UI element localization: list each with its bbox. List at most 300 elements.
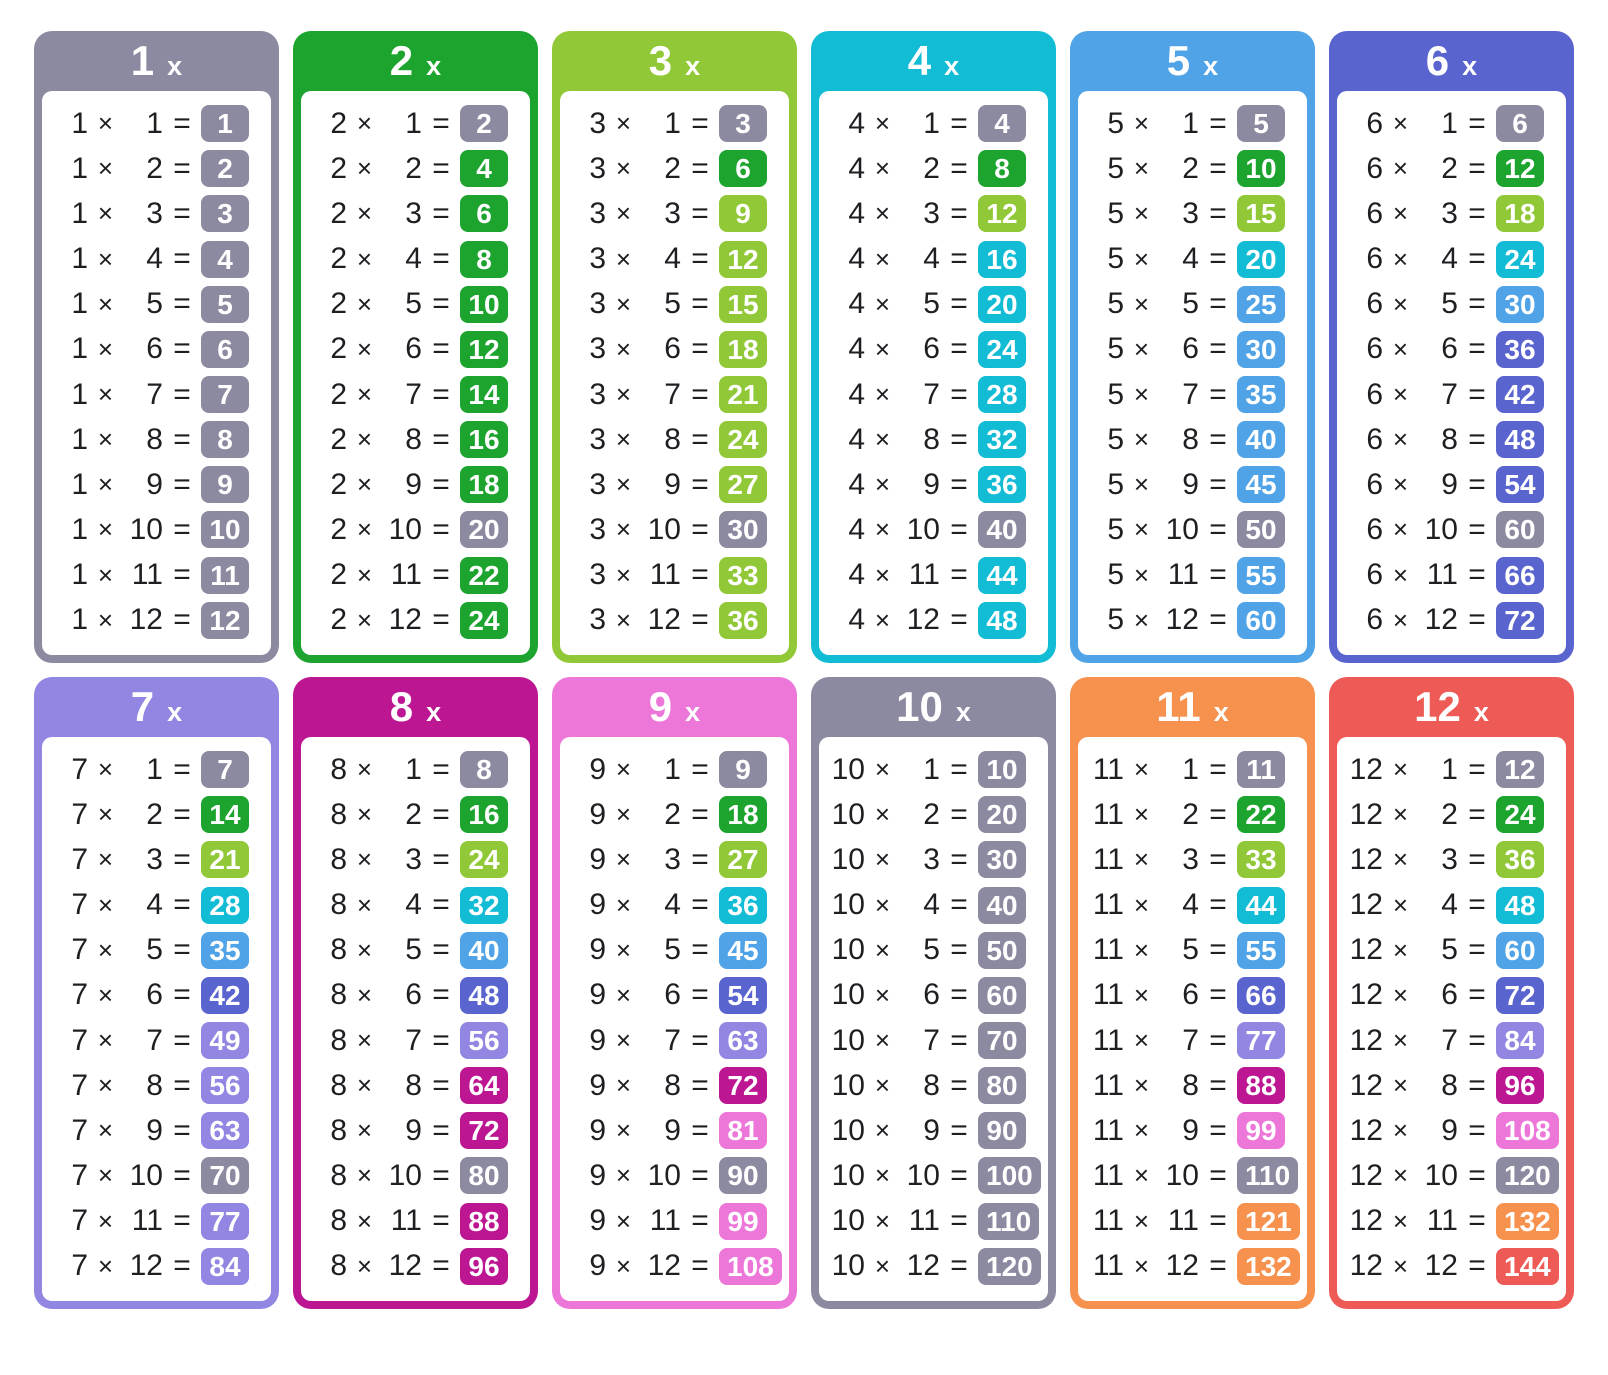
product-badge: 72 (1496, 602, 1544, 639)
multiplicand: 6 (1366, 151, 1383, 185)
product-badge: 66 (1496, 557, 1544, 594)
product-badge: 11 (1237, 751, 1285, 788)
product-badge-slot (460, 1112, 526, 1149)
product-badge-slot (1496, 376, 1562, 413)
product-badge: 108 (1496, 1112, 1559, 1149)
multiply-sign: × (1133, 844, 1150, 875)
product-badge: 48 (1496, 887, 1544, 924)
multiplier: 1 (664, 106, 681, 140)
fact-row (1341, 511, 1562, 548)
multiplier: 10 (1165, 512, 1199, 546)
fact-row (564, 286, 785, 323)
equals-sign: = (1468, 603, 1486, 637)
multiply-sign: × (615, 1160, 632, 1191)
product-badge-slot (460, 511, 526, 548)
product-badge-slot (1496, 1112, 1562, 1149)
table-header-times-label: x (1213, 697, 1229, 727)
multiply-sign: × (874, 243, 891, 274)
multiplicand: 11 (1092, 797, 1124, 831)
multiplier: 12 (388, 603, 422, 637)
product-badge: 44 (978, 557, 1026, 594)
multiplicand: 7 (71, 978, 88, 1012)
product-badge-slot (1496, 511, 1562, 548)
fact-row (305, 977, 526, 1014)
multiply-sign: × (1392, 1205, 1409, 1236)
equals-sign: = (173, 1113, 191, 1147)
multiply-sign: × (874, 1025, 891, 1056)
table-header (552, 677, 797, 737)
multiplier: 9 (1441, 467, 1458, 501)
product-badge-slot (719, 1112, 785, 1149)
multiply-sign: × (615, 108, 632, 139)
fact-row (305, 1157, 526, 1194)
multiply-sign: × (1392, 424, 1409, 455)
equals-sign: = (1468, 332, 1486, 366)
product-badge: 33 (1237, 841, 1285, 878)
equals-sign: = (1468, 512, 1486, 546)
product-badge: 36 (719, 887, 767, 924)
multiplicand: 8 (330, 797, 347, 831)
table-body (1078, 91, 1307, 655)
multiply-sign: × (356, 889, 373, 920)
product-badge-slot (978, 195, 1044, 232)
equals-sign: = (1468, 797, 1486, 831)
multiplicand: 9 (589, 1068, 606, 1102)
equals-sign: = (173, 797, 191, 831)
equals-sign: = (432, 377, 450, 411)
multiplicand: 9 (589, 888, 606, 922)
product-badge-slot (719, 1248, 785, 1285)
multiplier: 11 (131, 558, 163, 592)
fact-row (305, 887, 526, 924)
product-badge-slot (201, 796, 267, 833)
equals-sign: = (173, 287, 191, 321)
product-badge-slot (978, 1157, 1044, 1194)
product-badge: 132 (1237, 1248, 1300, 1285)
multiplier: 8 (405, 422, 422, 456)
multiplicand: 10 (831, 933, 865, 967)
fact-row (305, 421, 526, 458)
multiplier: 3 (1182, 196, 1199, 230)
product-badge-slot (460, 1067, 526, 1104)
fact-row (46, 751, 267, 788)
product-badge-slot (460, 602, 526, 639)
multiply-sign: × (1392, 514, 1409, 545)
multiplicand: 7 (71, 752, 88, 786)
multiplier: 4 (664, 242, 681, 276)
multiplicand: 8 (330, 1158, 347, 1192)
product-badge: 12 (460, 331, 508, 368)
multiplier: 4 (1182, 242, 1199, 276)
table-header-number: 6 (1425, 37, 1450, 84)
product-badge-slot (201, 376, 267, 413)
multiplication-table-card-12x (1329, 677, 1574, 1309)
product-badge: 77 (1237, 1022, 1285, 1059)
multiply-sign: × (615, 514, 632, 545)
multiplier: 5 (1441, 933, 1458, 967)
multiply-sign: × (1133, 424, 1150, 455)
multiply-sign: × (97, 1115, 114, 1146)
equals-sign: = (173, 888, 191, 922)
multiplicand: 8 (330, 888, 347, 922)
product-badge-slot (201, 466, 267, 503)
product-badge-slot (460, 1203, 526, 1240)
equals-sign: = (691, 888, 709, 922)
product-badge: 5 (201, 286, 249, 323)
product-badge-slot (460, 376, 526, 413)
equals-sign: = (691, 752, 709, 786)
multiplicand: 11 (1092, 1204, 1124, 1238)
fact-row (564, 466, 785, 503)
multiply-sign: × (97, 844, 114, 875)
fact-row (1082, 1112, 1303, 1149)
fact-row (1082, 331, 1303, 368)
multiply-sign: × (97, 153, 114, 184)
multiply-sign: × (874, 424, 891, 455)
product-badge: 30 (1496, 286, 1544, 323)
product-badge: 18 (719, 331, 767, 368)
equals-sign: = (950, 332, 968, 366)
equals-sign: = (950, 842, 968, 876)
product-badge: 84 (1496, 1022, 1544, 1059)
multiplier: 12 (906, 603, 940, 637)
multiplicand: 3 (589, 512, 606, 546)
multiply-sign: × (1133, 333, 1150, 364)
multiply-sign: × (97, 1160, 114, 1191)
product-badge-slot (719, 150, 785, 187)
table-header-times-label: x (167, 697, 183, 727)
multiplier: 10 (1424, 1158, 1458, 1192)
multiplier: 3 (664, 196, 681, 230)
product-badge: 45 (1237, 466, 1285, 503)
fact-row (1082, 195, 1303, 232)
multiply-sign: × (356, 198, 373, 229)
multiplier: 2 (664, 797, 681, 831)
multiplicand: 5 (1107, 377, 1124, 411)
fact-row (1341, 105, 1562, 142)
equals-sign: = (950, 888, 968, 922)
product-badge-slot (1496, 1248, 1562, 1285)
multiplicand: 11 (1092, 1249, 1124, 1283)
multiplier: 7 (664, 1023, 681, 1057)
product-badge: 108 (719, 1248, 782, 1285)
product-badge: 32 (978, 421, 1026, 458)
product-badge: 24 (719, 421, 767, 458)
product-badge-slot (1496, 1203, 1562, 1240)
multiplicand: 8 (330, 752, 347, 786)
product-badge: 90 (978, 1112, 1026, 1149)
product-badge: 48 (460, 977, 508, 1014)
equals-sign: = (1468, 888, 1486, 922)
multiply-sign: × (356, 1250, 373, 1281)
fact-row (46, 841, 267, 878)
multiplicand: 11 (1092, 978, 1124, 1012)
multiplier: 12 (1424, 1249, 1458, 1283)
equals-sign: = (691, 842, 709, 876)
product-badge: 40 (1237, 421, 1285, 458)
product-badge-slot (1496, 841, 1562, 878)
multiply-sign: × (615, 979, 632, 1010)
equals-sign: = (691, 933, 709, 967)
table-header (1070, 31, 1315, 91)
multiplicand: 10 (831, 1158, 865, 1192)
multiplier: 9 (405, 467, 422, 501)
product-badge-slot (201, 1112, 267, 1149)
multiplier: 9 (923, 467, 940, 501)
multiply-sign: × (1392, 288, 1409, 319)
fact-row (1341, 241, 1562, 278)
multiplier: 8 (923, 422, 940, 456)
equals-sign: = (1209, 377, 1227, 411)
equals-sign: = (432, 512, 450, 546)
product-badge-slot (1496, 977, 1562, 1014)
multiply-sign: × (1133, 1250, 1150, 1281)
fact-row (305, 150, 526, 187)
product-badge-slot (719, 331, 785, 368)
equals-sign: = (950, 1158, 968, 1192)
multiply-sign: × (1392, 604, 1409, 635)
fact-row (305, 1112, 526, 1149)
product-badge-slot (201, 887, 267, 924)
fact-row (1341, 1248, 1562, 1285)
product-badge-slot (460, 421, 526, 458)
fact-row (46, 376, 267, 413)
product-badge: 120 (978, 1248, 1041, 1285)
product-badge: 24 (460, 841, 508, 878)
multiply-sign: × (1133, 934, 1150, 965)
multiplicand: 5 (1107, 422, 1124, 456)
product-badge: 35 (1237, 376, 1285, 413)
multiply-sign: × (356, 379, 373, 410)
multiplier: 6 (1441, 332, 1458, 366)
fact-row (823, 977, 1044, 1014)
equals-sign: = (1209, 558, 1227, 592)
fact-row (305, 1203, 526, 1240)
table-body (560, 91, 789, 655)
product-badge: 99 (719, 1203, 767, 1240)
multiplier: 12 (1424, 603, 1458, 637)
fact-row (564, 150, 785, 187)
product-badge: 96 (460, 1248, 508, 1285)
multiplier: 11 (908, 1204, 940, 1238)
product-badge: 56 (460, 1022, 508, 1059)
product-badge-slot (719, 751, 785, 788)
product-badge: 70 (978, 1022, 1026, 1059)
multiplier: 1 (923, 106, 940, 140)
multiplier: 11 (131, 1204, 163, 1238)
equals-sign: = (1468, 1023, 1486, 1057)
product-badge: 48 (1496, 421, 1544, 458)
product-badge: 42 (1496, 376, 1544, 413)
fact-row (305, 376, 526, 413)
multiply-sign: × (97, 979, 114, 1010)
equals-sign: = (1209, 1068, 1227, 1102)
multiplier: 1 (1441, 106, 1458, 140)
fact-row (1341, 977, 1562, 1014)
multiply-sign: × (874, 844, 891, 875)
product-badge-slot (460, 241, 526, 278)
fact-row (1341, 796, 1562, 833)
product-badge: 30 (719, 511, 767, 548)
multiplicand: 9 (589, 842, 606, 876)
fact-row (564, 1248, 785, 1285)
multiplicand: 1 (71, 151, 88, 185)
multiply-sign: × (1133, 559, 1150, 590)
multiplier: 6 (1182, 978, 1199, 1012)
equals-sign: = (1468, 842, 1486, 876)
equals-sign: = (1209, 1158, 1227, 1192)
table-header-times-label: x (1203, 51, 1219, 81)
multiplicand: 7 (71, 842, 88, 876)
product-badge: 4 (201, 241, 249, 278)
product-badge-slot (978, 331, 1044, 368)
product-badge-slot (201, 150, 267, 187)
product-badge-slot (1237, 841, 1303, 878)
fact-row (823, 421, 1044, 458)
equals-sign: = (950, 1068, 968, 1102)
product-badge: 10 (460, 286, 508, 323)
multiply-sign: × (615, 1250, 632, 1281)
multiplicand: 9 (589, 1158, 606, 1192)
fact-row (1082, 376, 1303, 413)
multiplicand: 5 (1107, 332, 1124, 366)
fact-row (1082, 841, 1303, 878)
equals-sign: = (1468, 377, 1486, 411)
equals-sign: = (1209, 106, 1227, 140)
product-badge-slot (1496, 466, 1562, 503)
equals-sign: = (432, 287, 450, 321)
multiply-sign: × (97, 754, 114, 785)
fact-row (46, 932, 267, 969)
multiplicand: 11 (1092, 842, 1124, 876)
table-body (560, 737, 789, 1301)
table-header-number: 3 (648, 37, 673, 84)
product-badge-slot (719, 1203, 785, 1240)
multiplier: 11 (390, 1204, 422, 1238)
multiply-sign: × (1392, 934, 1409, 965)
product-badge: 77 (201, 1203, 249, 1240)
multiplier: 5 (923, 287, 940, 321)
product-badge-slot (1237, 932, 1303, 969)
multiplicand: 5 (1107, 603, 1124, 637)
product-badge-slot (1496, 1022, 1562, 1059)
product-badge: 50 (978, 932, 1026, 969)
multiply-sign: × (1392, 379, 1409, 410)
table-header (293, 31, 538, 91)
multiplier: 5 (405, 933, 422, 967)
product-badge: 9 (201, 466, 249, 503)
fact-row (305, 932, 526, 969)
multiplicand: 12 (1349, 752, 1383, 786)
equals-sign: = (1209, 151, 1227, 185)
multiply-sign: × (615, 288, 632, 319)
product-badge-slot (978, 241, 1044, 278)
product-badge: 2 (460, 105, 508, 142)
equals-sign: = (691, 1158, 709, 1192)
equals-sign: = (432, 797, 450, 831)
fact-row (1341, 286, 1562, 323)
multiplier: 3 (664, 842, 681, 876)
multiplicand: 2 (330, 106, 347, 140)
product-badge-slot (978, 421, 1044, 458)
product-badge-slot (978, 511, 1044, 548)
multiplicand: 10 (831, 1068, 865, 1102)
product-badge-slot (201, 331, 267, 368)
equals-sign: = (1468, 106, 1486, 140)
fact-row (823, 841, 1044, 878)
multiplier: 8 (664, 422, 681, 456)
multiplier: 8 (1182, 1068, 1199, 1102)
equals-sign: = (432, 332, 450, 366)
multiply-sign: × (356, 108, 373, 139)
multiplicand: 4 (848, 377, 865, 411)
multiplicand: 10 (831, 978, 865, 1012)
multiplier: 9 (1182, 467, 1199, 501)
fact-row (46, 977, 267, 1014)
multiply-sign: × (1133, 108, 1150, 139)
fact-row (823, 286, 1044, 323)
multiplicand: 12 (1349, 1023, 1383, 1057)
multiplier: 4 (146, 242, 163, 276)
equals-sign: = (432, 1249, 450, 1283)
multiplicand: 6 (1366, 422, 1383, 456)
multiplier: 8 (146, 422, 163, 456)
fact-row (1082, 932, 1303, 969)
multiply-sign: × (874, 979, 891, 1010)
table-header-times-label: x (955, 697, 971, 727)
multiplier: 6 (923, 332, 940, 366)
multiplicand: 4 (848, 603, 865, 637)
product-badge-slot (1496, 1067, 1562, 1104)
fact-row (1341, 1157, 1562, 1194)
product-badge-slot (1237, 105, 1303, 142)
product-badge: 45 (719, 932, 767, 969)
fact-row (823, 1112, 1044, 1149)
multiplier: 8 (405, 1068, 422, 1102)
multiplication-table-card-9x (552, 677, 797, 1309)
product-badge: 36 (1496, 841, 1544, 878)
product-badge: 60 (1496, 511, 1544, 548)
product-badge: 56 (201, 1067, 249, 1104)
fact-row (46, 1203, 267, 1240)
equals-sign: = (691, 106, 709, 140)
product-badge-slot (1496, 150, 1562, 187)
product-badge: 42 (201, 977, 249, 1014)
multiply-sign: × (97, 1025, 114, 1056)
fact-row (823, 331, 1044, 368)
multiply-sign: × (356, 424, 373, 455)
multiplicand: 4 (848, 196, 865, 230)
product-badge: 6 (1496, 105, 1544, 142)
multiply-sign: × (874, 1250, 891, 1281)
multiplier: 6 (146, 332, 163, 366)
product-badge: 18 (460, 466, 508, 503)
product-badge: 110 (1237, 1157, 1298, 1194)
fact-row (305, 557, 526, 594)
equals-sign: = (950, 377, 968, 411)
multiplier: 12 (1165, 1249, 1199, 1283)
fact-row (305, 286, 526, 323)
product-badge-slot (201, 1203, 267, 1240)
multiplier: 10 (647, 1158, 681, 1192)
multiplier: 7 (405, 1023, 422, 1057)
multiply-sign: × (1133, 1205, 1150, 1236)
multiplicand: 7 (71, 1204, 88, 1238)
equals-sign: = (432, 1113, 450, 1147)
multiplier: 9 (1182, 1113, 1199, 1147)
product-badge-slot (1496, 105, 1562, 142)
multiplier: 5 (664, 933, 681, 967)
